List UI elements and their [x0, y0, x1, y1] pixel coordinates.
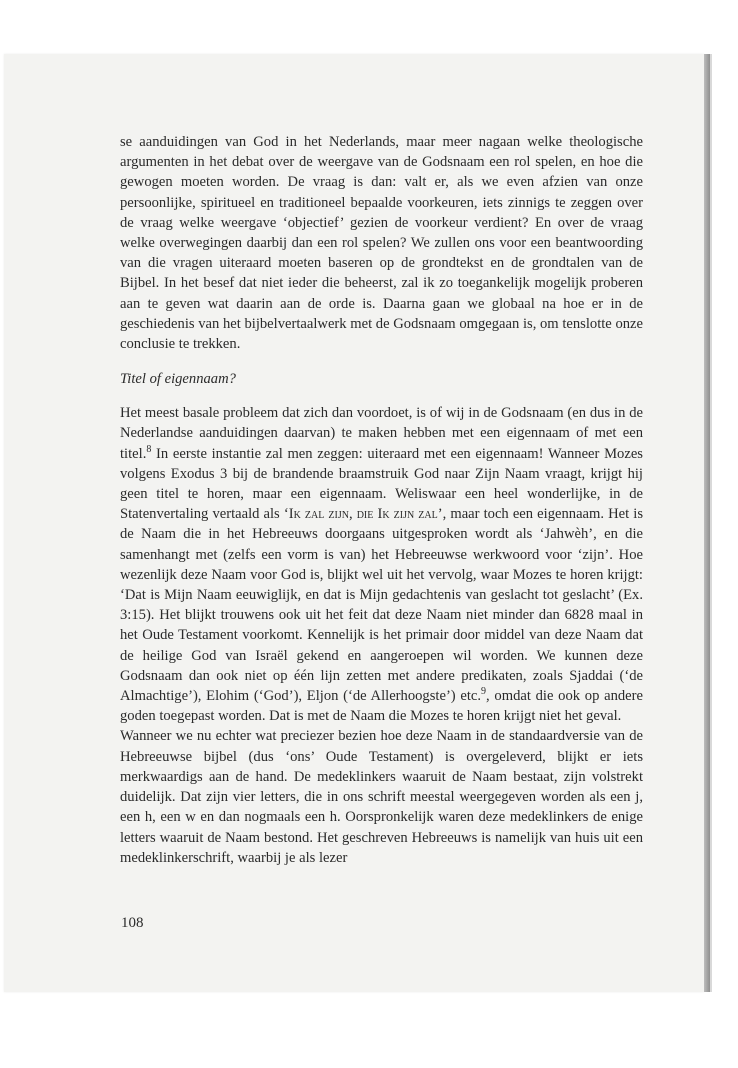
- paragraph-text: In eerste instantie zal men zeggen: uiteraard met een eigennaam! Wanneer Mozes volgens Exodus 3 bij de brandende braamstruik God naar Zijn Naam vraagt, krijgt hij geen titel te horen, maar een eigennaam. Weliswaar een heel wonderlijke, in de Statenvertaling vertaald als ‘: [120, 445, 643, 523]
- paragraph-text: ’, maar toch een eigennaam. Het is de Naam die in het Hebreeuws doorgaans uitgesproken wordt als ‘Jahwèh’, en die samenhangt met (zelfs een vorm is van) het Hebreeuwse werkwoord voor ‘zijn’. Hoe wezenlijk deze Naam voor God is, blijkt wel uit het vervolg, waar Mozes te horen krijgt: ‘Dat is Mijn Naam eeuwiglijk, en dat is Mijn gedachtenis van geslacht tot geslacht’ (Ex. 3:15). Het blijkt trouwens ook uit het feit dat deze Naam niet minder dan 6828 maal in het Oude Testament voorkomt. Kennelijk is het primair door middel van deze Naam dat de heilige God van Israël gekend en aangeroepen wil worden. We kunnen deze Godsnaam dan ook niet op één lijn zetten met andere predikaten, zoals Sjaddai (‘de Almachtige’), Elohim (‘God’), Eljon (‘de Allerhoogste’) etc.: [120, 506, 644, 705]
- paragraph-intro: se aanduidingen van God in het Nederlands, maar meer nagaan welke theologische argumenten in het debat over de weergave van de Godsnaam een rol spelen, en hoe die gewogen moeten worden. De vraag is dan: valt er, als we even afzien van onze persoonlijke, spiritueel en traditioneel bepaalde voorkeuren, iets zinnigs te zeggen over de vraag welke weergave ‘objectief’ gezien de voorkeur verdient? En over de vraag welke overwegingen daarbij dan een rol spelen? We zullen ons voor een beantwoording van die vragen uiteraard moeten baseren op de grondtekst en de grondtalen van de Bijbel. In het besef dat niet ieder die beheerst, zal ik zo toegankelijk mogelijk proberen aan te geven wat daarin aan de orde is. Daarna gaan we globaal na hoe er in de geschiedenis van het bijbelvertaalwerk met de Godsnaam omgegaan is, om tenslotte onze conclusie te trekken.: [120, 134, 643, 353]
- paragraph-text: Het meest basale probleem dat zich dan voordoet, is of wij in de Godsnaam (en dus in de Nederlandse aanduidingen daarvan) te maken hebben met een eigennaam of met een titel.: [120, 405, 643, 462]
- paragraph-medeklinkers: Wanneer we nu echter wat preciezer bezien hoe deze Naam in de standaardversie van de Hebreeuwse bijbel (dus ‘ons’ Oude Testament) is overgeleverd, blijkt er iets merkwaardigs aan de hand. De medeklinkers waaruit de Naam bestaat, zijn volstrekt duidelijk. Dat zijn vier letters, die in ons schrift meestal weergegeven worden als een j, een h, een w en dan nogmaals een h. Oorspronkelijk waren deze medeklinkers de enige letters waaruit de Naam bestond. Het geschreven Hebreeuws is namelijk van huis uit een medeklinkerschrift, waarbij je als lezer: [120, 728, 643, 866]
- footnote-marker[interactable]: 9: [481, 686, 487, 698]
- body-text: [120, 132, 643, 868]
- paragraph-titel-of-eigennaam: [120, 403, 643, 726]
- section-heading: Titel of eigennaam?: [120, 371, 236, 388]
- footnote-marker[interactable]: 8: [146, 443, 152, 455]
- small-caps-quote: Ik zal zijn, die Ik zijn zal: [288, 506, 438, 523]
- page-edge-highlight: [710, 54, 712, 992]
- paragraph-text: , omdat die ook op andere goden toegepast worden. Dat is met de Naam die Mozes te horen krijgt niet het geval.: [120, 688, 643, 725]
- page-number: 108: [121, 915, 144, 931]
